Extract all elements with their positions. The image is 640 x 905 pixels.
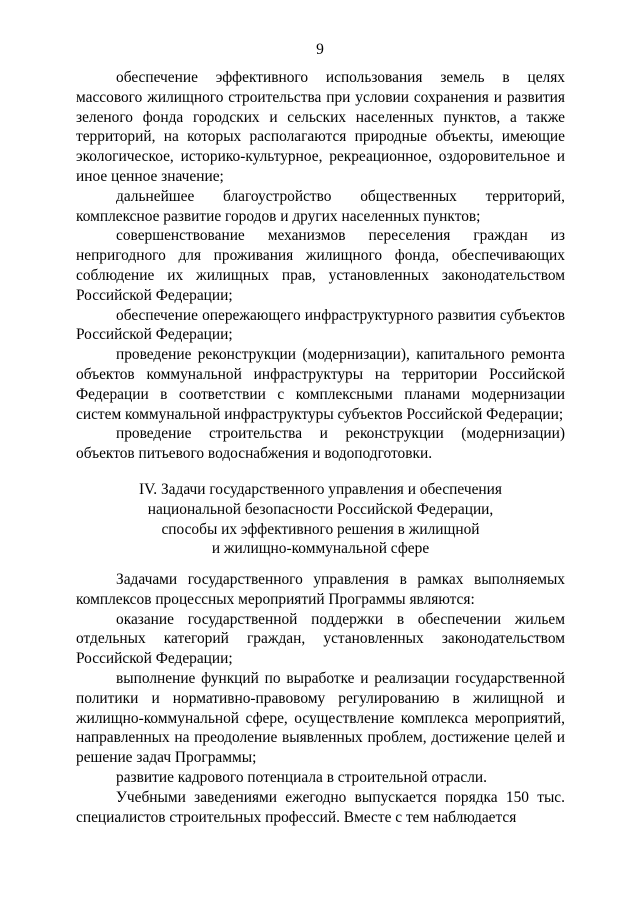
paragraph: Учебными заведениями ежегодно выпускается порядка 150 тыс. специалистов строительных профессий. Вместе с тем наблюдается	[76, 788, 565, 826]
paragraph: развитие кадрового потенциала в строительной отрасли.	[116, 768, 487, 786]
page-number: 9	[316, 41, 324, 58]
text-block-goals	[76, 68, 565, 464]
paragraph: проведение строительства и реконструкции (модернизации) объектов питьевого водоснабжения и водоподготовки.	[76, 425, 565, 463]
paragraph: обеспечение опережающего инфраструктурного развития субъектов Российской Федерации;	[76, 306, 565, 344]
paragraph: оказание государственной поддержки в обеспечении жильем отдельных категорий граждан, установленных законодательством Российской Федерации;	[76, 610, 565, 668]
section-heading	[76, 480, 565, 559]
paragraph: дальнейшее благоустройство общественных территорий, комплексное развитие городов и других населенных пунктов;	[76, 187, 565, 225]
paragraph: совершенствование механизмов переселения граждан из непригодного для проживания жилищного фонда, обеспечивающих соблюдение их жилищных прав, установленных законодательством Российской Федерации;	[76, 227, 565, 304]
heading-line: и жилищно-коммунальной сфере	[211, 540, 430, 558]
text-block-tasks	[76, 570, 565, 827]
paragraph: Задачами государственного управления в рамках выполняемых комплексов процессных мероприятий Программы являются:	[76, 571, 565, 608]
heading-line: способы их эффективного решения в жилищной	[161, 520, 480, 538]
paragraph: выполнение функций по выработке и реализации государственной политики и нормативно-правовому регулированию в жилищной и жилищно-коммунальной сфере, осуществление комплекса мероприятий, направленных на преодоление выявленных проблем, достижение целей и решение задач Программы;	[76, 669, 565, 767]
paragraph: проведение реконструкции (модернизации), капитального ремонта объектов коммунальной инфраструктуры на территории Российской Федерации в соответствии с комплексными планами модернизации систем коммунальной инфраструктуры субъектов Российской Федерации;	[76, 346, 565, 423]
heading-line: IV. Задачи государственного управления и обеспечения	[139, 481, 502, 498]
heading-line: национальной безопасности Российской Федерации,	[147, 500, 494, 518]
paragraph: обеспечение эффективного использования земель в целях массового жилищного строительства при условии сохранения и развития зеленого фонда городских и сельских населенных пунктов, а также территорий, на которых располагаются природные объекты, имеющие экологическое, историко-культурное, рекреационное, оздоровительное и иное ценное значение;	[76, 69, 565, 185]
